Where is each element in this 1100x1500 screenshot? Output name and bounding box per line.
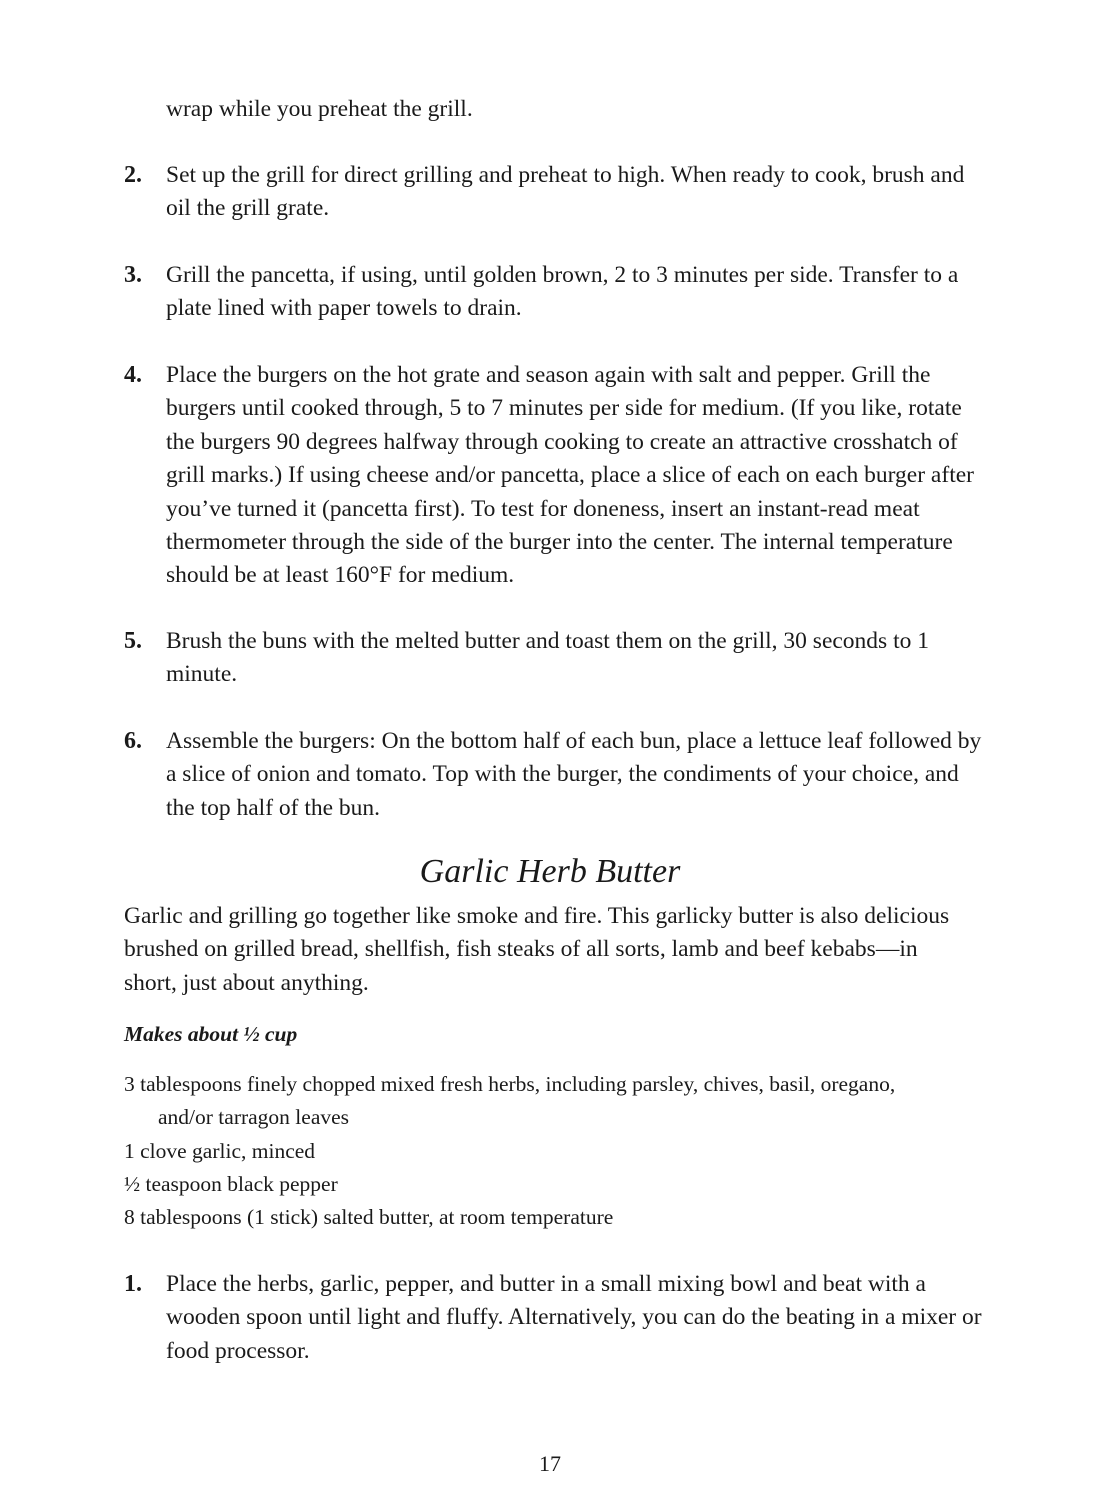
ingredient-text: 8 tablespoons (1 stick) salted butter, at room temperature xyxy=(124,1205,614,1229)
step-number: 4. xyxy=(124,362,142,388)
step-text: Assemble the burgers: On the bottom half of each bun, place a lettuce leaf followed by a slice of onion and tomato. Top with the burger, the condiments of your choice, and the top half of the bun. xyxy=(166,728,982,821)
step-text: Set up the grill for direct grilling and preheat to high. When ready to cook, brush and oil the grill grate. xyxy=(166,162,965,222)
continuation-text: wrap while you preheat the grill. xyxy=(166,96,473,122)
step-text: Brush the buns with the melted butter and toast them on the grill, 30 seconds to 1 minute. xyxy=(166,628,929,688)
ingredient-item xyxy=(124,1135,984,1168)
ingredient-item xyxy=(124,1168,984,1201)
ingredient-continuation: and/or tarragon leaves xyxy=(158,1105,350,1129)
recipe-title: Garlic Herb Butter xyxy=(419,853,681,890)
recipe-yield: Makes about ½ cup xyxy=(124,1022,298,1046)
recipe-step-1 xyxy=(124,1268,984,1368)
recipe-intro: Garlic and grilling go together like smoke and fire. This garlicky butter is also delicious brushed on grilled bread, shellfish, fish steaks of all sorts, lamb and beef kebabs—in short, just about anything. xyxy=(124,903,950,996)
ingredient-text: 3 tablespoons finely chopped mixed fresh herbs, including parsley, chives, basil, oregano, xyxy=(124,1072,896,1096)
ingredient-text: 1 clove garlic, minced xyxy=(124,1139,316,1163)
step-6 xyxy=(124,725,984,825)
step-number: 2. xyxy=(124,162,142,188)
page-number: 17 xyxy=(539,1451,561,1476)
ingredient-item xyxy=(124,1201,984,1234)
step-number: 3. xyxy=(124,262,142,288)
step-4 xyxy=(124,359,984,593)
ingredient-text: ½ teaspoon black pepper xyxy=(124,1172,338,1196)
step-text: Place the herbs, garlic, pepper, and butter in a small mixing bowl and beat with a wooden spoon until light and fluffy. Alternatively, you can do the beating in a mixer or food processor. xyxy=(166,1271,982,1364)
step-text: Grill the pancetta, if using, until golden brown, 2 to 3 minutes per side. Transfer to a plate lined with paper towels to drain. xyxy=(166,262,959,322)
step-number: 6. xyxy=(124,728,142,754)
step-3 xyxy=(124,259,984,326)
step-5 xyxy=(124,625,984,692)
ingredient-item xyxy=(124,1068,984,1134)
step-2 xyxy=(124,159,984,226)
step-text: Place the burgers on the hot grate and season again with salt and pepper. Grill the burgers until cooked through, 5 to 7 minutes per side for medium. (If you like, rotate the burgers 90 degrees halfway through cooking to create an attractive crosshatch of grill marks.) If using cheese and/or pancetta, place a slice of each on each burger after you’ve turned it (pancetta first). To test for doneness, insert an instant-read meat thermometer through the side of the burger into the center. The internal temperature should be at least 160°F for medium. xyxy=(166,362,974,589)
step-number: 5. xyxy=(124,628,142,654)
step-number: 1. xyxy=(124,1271,142,1297)
